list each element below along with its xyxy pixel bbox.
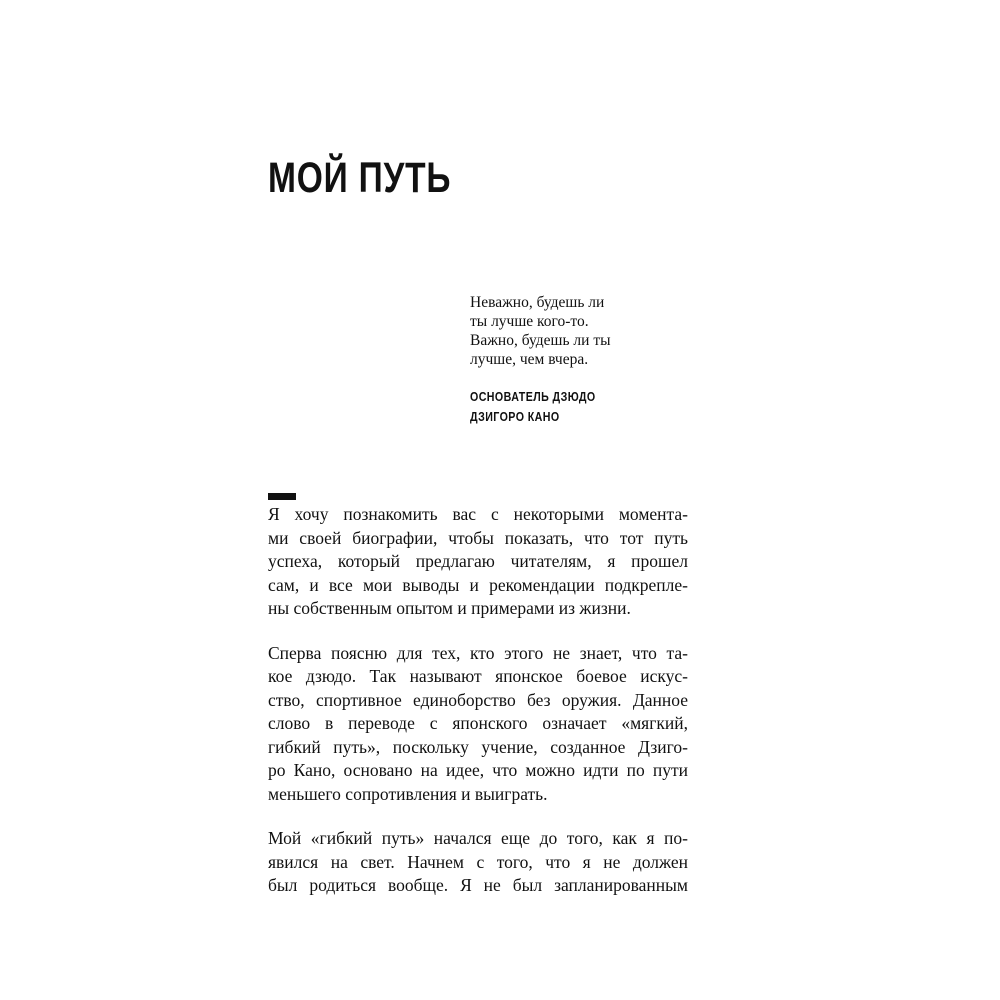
paragraph <box>268 503 688 621</box>
text-line: Я хочу познакомить вас с некоторыми момента- <box>268 504 688 524</box>
text-line: меньшего сопротивления и выиграть. <box>268 783 548 804</box>
paragraph <box>268 827 688 898</box>
epigraph-line: Важно, будешь ли ты <box>470 332 611 349</box>
epigraph-quote <box>470 293 700 369</box>
section-marker <box>268 493 296 500</box>
paragraph <box>268 642 688 807</box>
text-line: ро Кано, основано на идее, что можно идти по пути <box>268 760 688 780</box>
text-line: сам, и все мои выводы и рекомендации подкрепле- <box>268 574 688 595</box>
text-line: кое дзюдо. Так называют японское боевое искус- <box>268 666 688 686</box>
text-line: ство, спортивное единоборство без оружия. Данное <box>268 689 688 710</box>
text-line: успеха, который предлагаю читателям, я прошел <box>268 551 688 571</box>
chapter-title: МОЙ ПУТЬ <box>268 154 452 202</box>
text-line: гибкий путь», поскольку учение, созданное Дзиго- <box>268 736 688 757</box>
text-line: Мой «гибкий путь» начался еще до того, как я по- <box>268 828 688 848</box>
epigraph-author-line: ОСНОВАТЕЛЬ ДЗЮДО <box>470 389 596 404</box>
text-line: явился на свет. Начнем с того, что я не должен <box>268 851 688 872</box>
text-line: ми своей биографии, чтобы показать, что тот путь <box>268 527 688 548</box>
body-text <box>268 503 688 919</box>
epigraph-author-line: ДЗИГОРО КАНО <box>470 409 560 424</box>
epigraph-line: Неважно, будешь ли <box>470 294 605 311</box>
text-line: Сперва поясню для тех, кто этого не знает, что та- <box>268 642 688 663</box>
text-line: слово в переводе с японского означает «мягкий, <box>268 713 688 733</box>
epigraph-line: лучше, чем вчера. <box>470 351 589 368</box>
epigraph-line: ты лучше кого-то. <box>470 313 589 330</box>
text-line: ны собственным опытом и примерами из жизни. <box>268 598 631 618</box>
epigraph-author <box>470 387 700 427</box>
text-line: был родиться вообще. Я не был запланированным <box>268 875 688 895</box>
epigraph <box>470 293 700 427</box>
